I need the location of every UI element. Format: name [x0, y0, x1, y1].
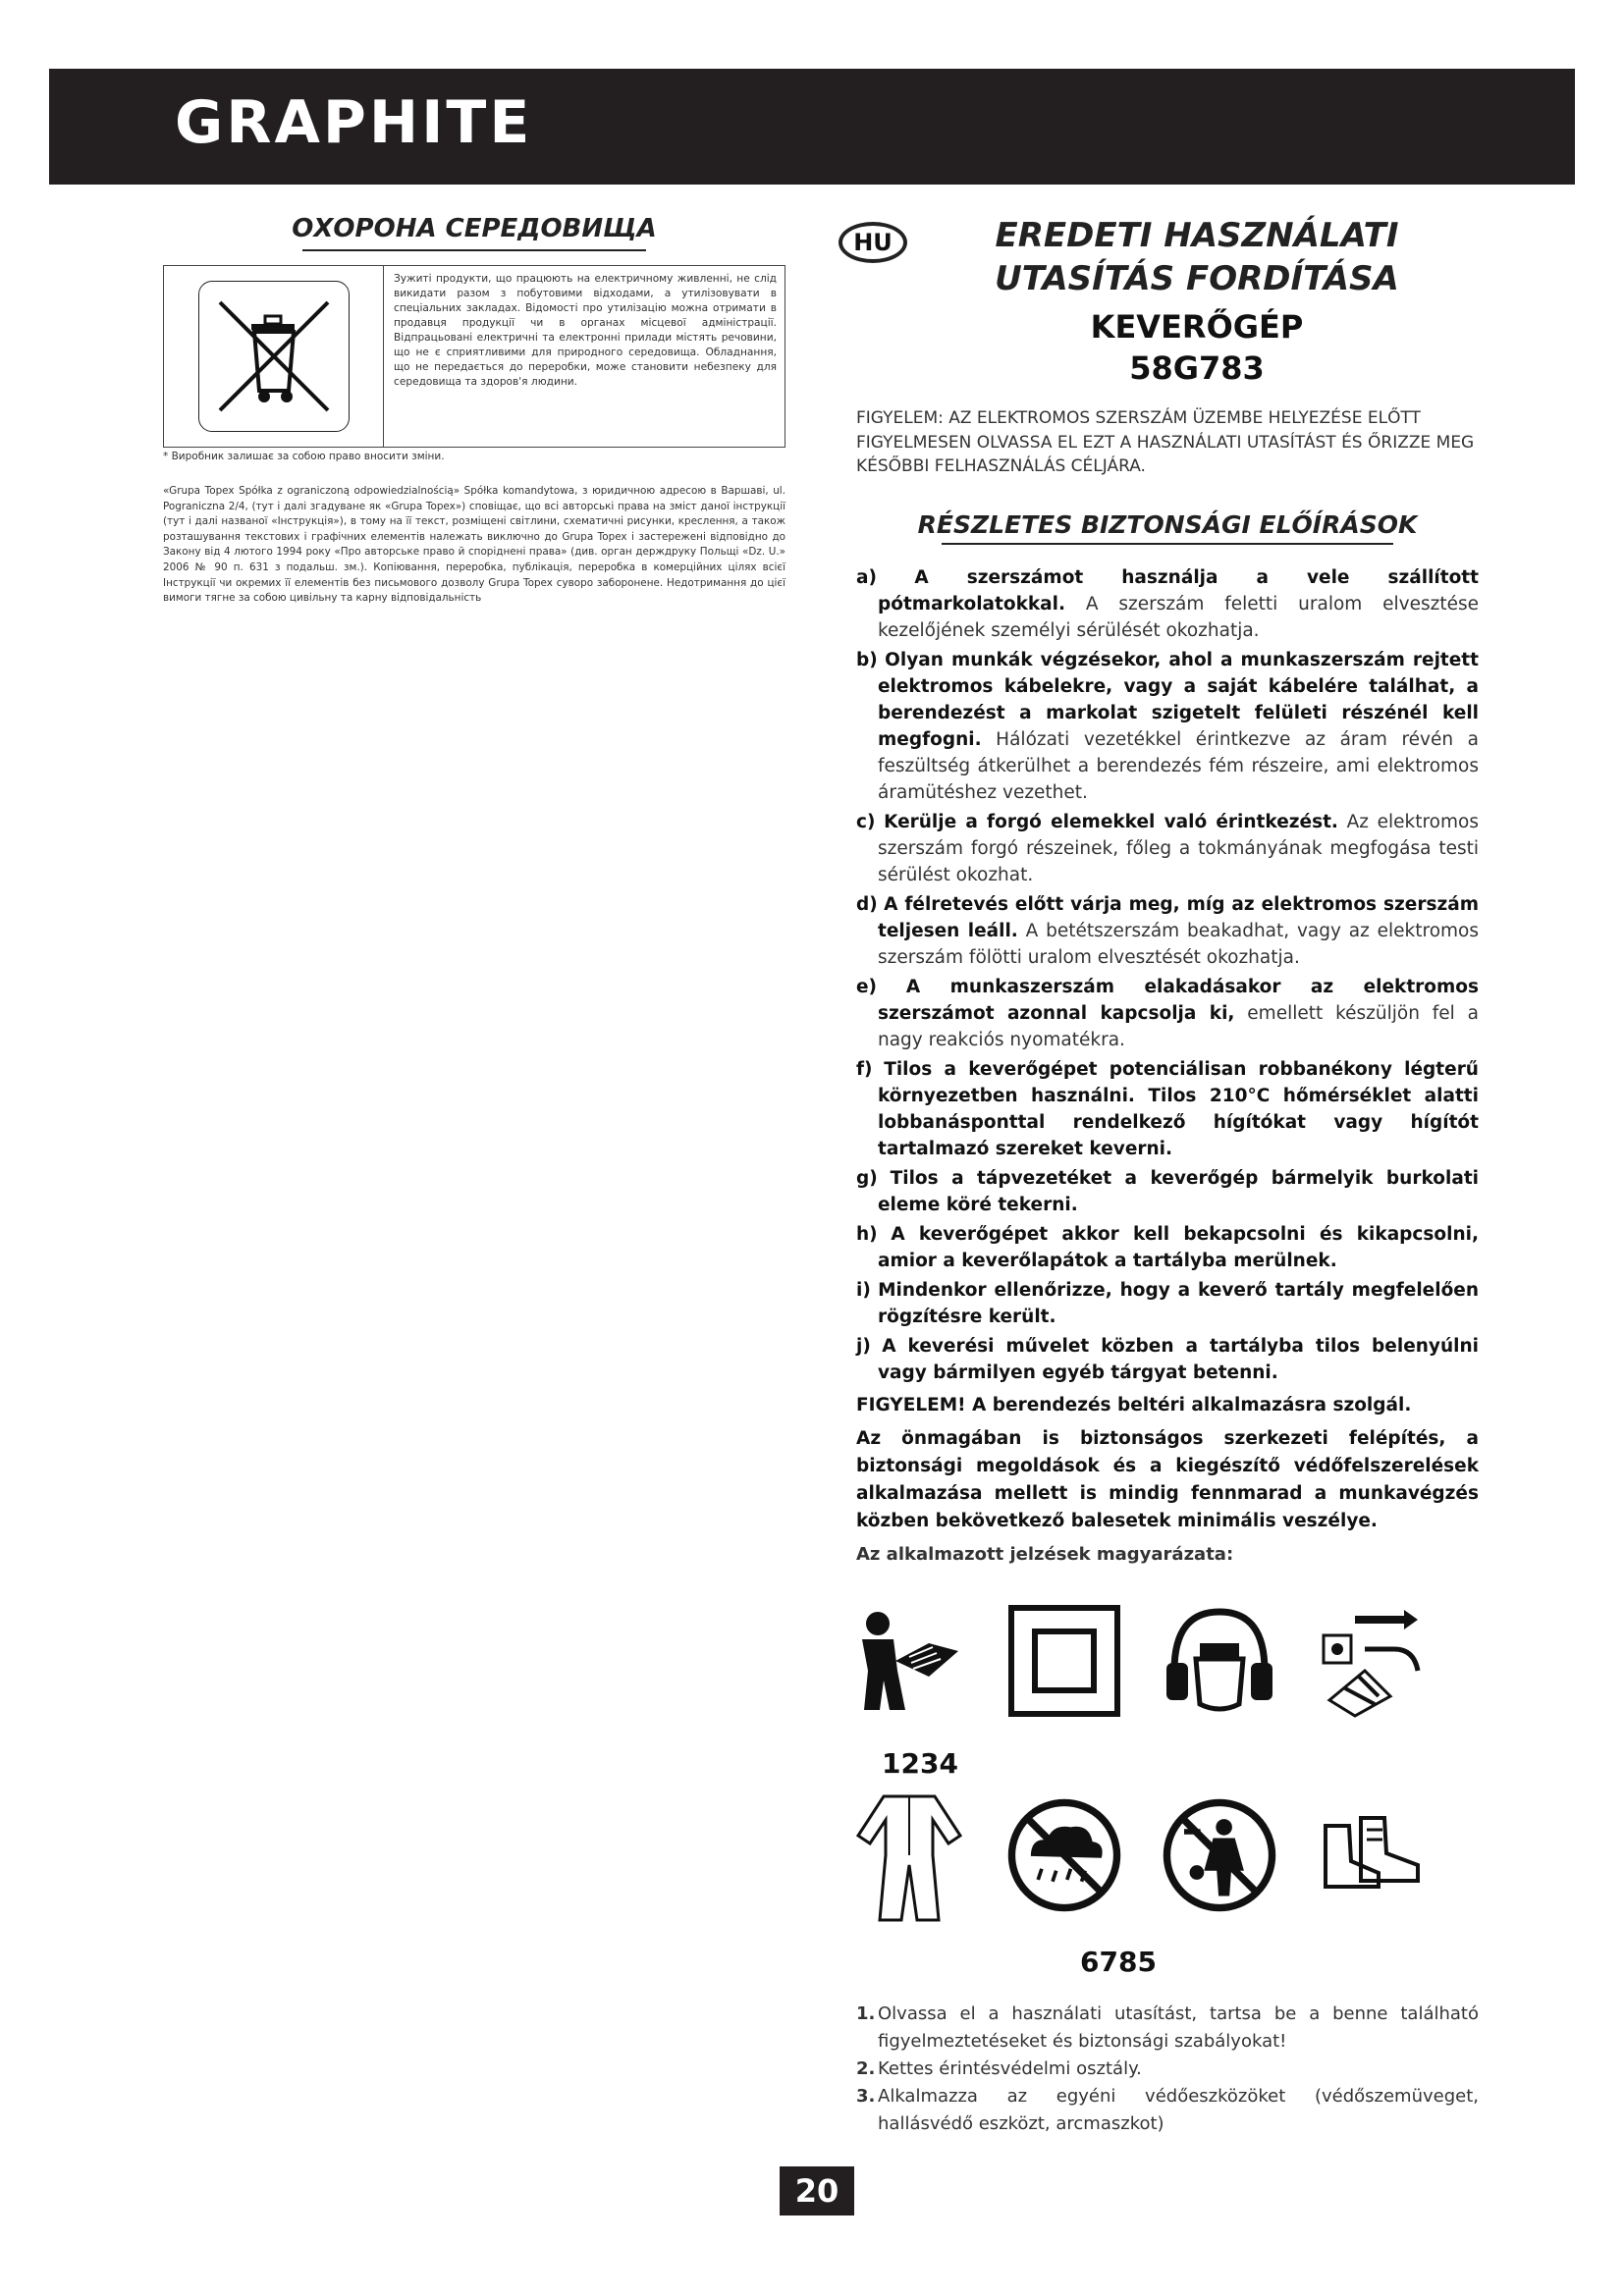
symbol-numbers-row2: 6785 — [1080, 1946, 1157, 1978]
rule-item: b) Olyan munkák végzésekor, ahol a munkaszerszám rejtett elektromos kábelekre, vagy a saját kábelére találhat, a berendezést a markolat szigetelt felületi részénél kell megfogni. Hálózati vezetékkel érintkezve az áram révén a feszültség átkerülhet a berendezés fém részeire, ami elektromos áramütéshez vezethet. — [856, 649, 1479, 803]
doc-title-line1: EREDETI HASZNÁLATI — [995, 216, 1399, 255]
env-title-underline — [302, 249, 646, 251]
symbol-numbers-row1: 1234 — [882, 1747, 958, 1780]
language-badge: HU — [839, 222, 907, 263]
symbol-row-1 — [850, 1602, 1434, 1720]
safety-section-title: RÉSZLETES BIZTONSÁGI ELŐÍRÁSOK — [917, 509, 1418, 539]
read-manual-icon — [850, 1602, 968, 1720]
left-column — [163, 214, 785, 607]
crossed-bin-icon — [198, 281, 350, 432]
legend-item: 2. Kettes érintésvédelmi osztály. — [856, 2058, 1142, 2079]
protective-clothing-icon — [850, 1796, 968, 1914]
safety-rules — [856, 564, 1479, 1386]
indoor-notice: FIGYELEM! A berendezés beltéri alkalmazásra szolgál. — [856, 1394, 1412, 1415]
manufacturer-note: * Виробник залишає за собою право вносити зміни. — [163, 451, 445, 462]
copyright-text: «Grupa Topex Spółka z ograniczoną odpowiedzialnością» Spółka komandytowa, з юридичною адресою в Варшаві, ul. Pograniczna 2/4, (тут і далі згадуване як «Grupa Topex») сповіщає, що всі авторські права на зміст даної інструкції (тут і далі названої «Інструкція»), в тому на її текст, розміщені світлини, схематичні рисунки, креслення, а також розташування текстових і графічних елементів належать виключно до Grupa Topex і застережені відповідно до Закону від 4 лютого 1994 року «Про авторське право й споріднені права» (див. орган держдруку Польщі «Dz. U.» 2006 № 90 п. 631 з подальш. зм.). Копіювання, переробка, публікація, переробка в комерційних цілях всієї Інструкції чи окремих її елементів без письмового дозволу Grupa Topex суворо заборонене. Недотримання до цієї вимоги тягне за собою цивільну та карну відповідальність — [163, 485, 785, 605]
rule-item: j) A keverési művelet közben a tartályba tilos belenyúlni vagy bármilyen egyéb tárgyat betenni. — [856, 1335, 1479, 1383]
env-disposal-text: Зужиті продукти, що працюють на електричному живленні, не слід викидати разом з побутовими відходами, а утилізовувати в спеціальних закладах. Відомості про утилізацію можна отримати в продавця продукції чи в органах місцевої адміністрації. Відпрацьовані електричні та електронні прилади містять речовини, що не є сприятливими для природного середовища. Обладнання, що не передається до переробки, може становити небезпеку для середовища та здоров'я людини. — [394, 273, 777, 389]
env-icon-cell — [164, 266, 384, 447]
product-name: KEVERŐGÉP — [1090, 308, 1304, 346]
rule-item: f) Tilos a keverőgépet potenciálisan robbanékony légterű környezetben használni. Tilos 210°C hőmérséklet alatti lobbanásponttal rendelkező hígítókat vagy hígítót tartalmazó szereket keverni. — [856, 1058, 1479, 1159]
model-number: 58G783 — [1129, 349, 1265, 387]
class-ii-insulation-icon — [1005, 1602, 1123, 1720]
no-rain-icon — [1005, 1796, 1123, 1914]
rule-item: c) Kerülje a forgó elemekkel való érintkezést. Az elektromos szerszám forgó részeinek, főleg a tokmányának megfogása testi sérülést okozhat. — [856, 811, 1479, 885]
rule-item: e) A munkaszerszám elakadásakor az elektromos szerszámot azonnal kapcsolja ki, emellett készüljön fel a nagy reakciós nyomatékra. — [856, 976, 1479, 1050]
env-info-box — [163, 265, 785, 448]
right-column — [853, 214, 1480, 1569]
doc-title-line2: UTASÍTÁS FORDÍTÁSA — [995, 259, 1399, 298]
rule-item: i) Mindenkor ellenőrizze, hogy a keverő tartály megfelelően rögzítésre került. — [856, 1279, 1479, 1327]
safety-boots-icon — [1316, 1796, 1434, 1914]
page-number: 20 — [780, 2166, 854, 2216]
rule-item: h) A keverőgépet akkor kell bekapcsolni és kikapcsolni, amior a keverőlapátok a tartályba merülnek. — [856, 1223, 1479, 1271]
symbol-legend — [856, 2001, 1479, 2138]
brand-logo: GRAPHITE — [175, 88, 533, 157]
symbols-heading: Az alkalmazott jelzések magyarázata: — [856, 1543, 1234, 1565]
safety-title-underline — [942, 543, 1393, 545]
risk-notice: Az önmagában is biztonságos szerkezeti felépítés, a biztonsági megoldások és a kiegészítő védőfelszerelések alkalmazása mellett is mindig fennmarad a munkavégzés közben bekövetkező balesetek minimális veszélye. — [856, 1427, 1479, 1531]
rule-item: d) A félretevés előtt várja meg, míg az elektromos szerszám teljesen leáll. A betétszerszám beakadhat, vagy az elektromos szerszám fölötti uralom elvesztését okozhatja. — [856, 893, 1480, 968]
unplug-before-maintenance-icon — [1316, 1602, 1434, 1720]
warning-text: FIGYELEM: AZ ELEKTROMOS SZERSZÁM ÜZEMBE HELYEZÉSE ELŐTT FIGYELMESEN OLVASSA EL EZT A HASZNÁLATI UTASÍTÁST ÉS ŐRIZZE MEG KÉSŐBBI FELHASZNÁLÁS CÉLJÁRA. — [856, 408, 1475, 477]
env-section-title: ОХОРОНА СЕРЕДОВИЩА — [292, 214, 657, 243]
legend-item: 1. Olvassa el a használati utasítást, tartsa be a benne található figyelmeztetéseket és biztonsági szabályokat! — [856, 2003, 1479, 2052]
protective-gear-icon — [1161, 1602, 1278, 1720]
keep-children-away-icon — [1161, 1796, 1278, 1914]
symbol-row-2 — [850, 1796, 1434, 1914]
header-bar — [49, 69, 1575, 185]
rule-item: g) Tilos a tápvezetéket a keverőgép bármelyik burkolati eleme köré tekerni. — [856, 1167, 1479, 1215]
legend-item: 3. Alkalmazza az egyéni védőeszközöket (védőszemüveget, hallásvédő eszközt, arcmaszkot) — [856, 2086, 1479, 2134]
rule-item: a) A szerszámot használja a vele szállított pótmarkolatokkal. A szerszám feletti uralom elvesztése kezelőjének személyi sérülését okozhatja. — [856, 566, 1479, 641]
